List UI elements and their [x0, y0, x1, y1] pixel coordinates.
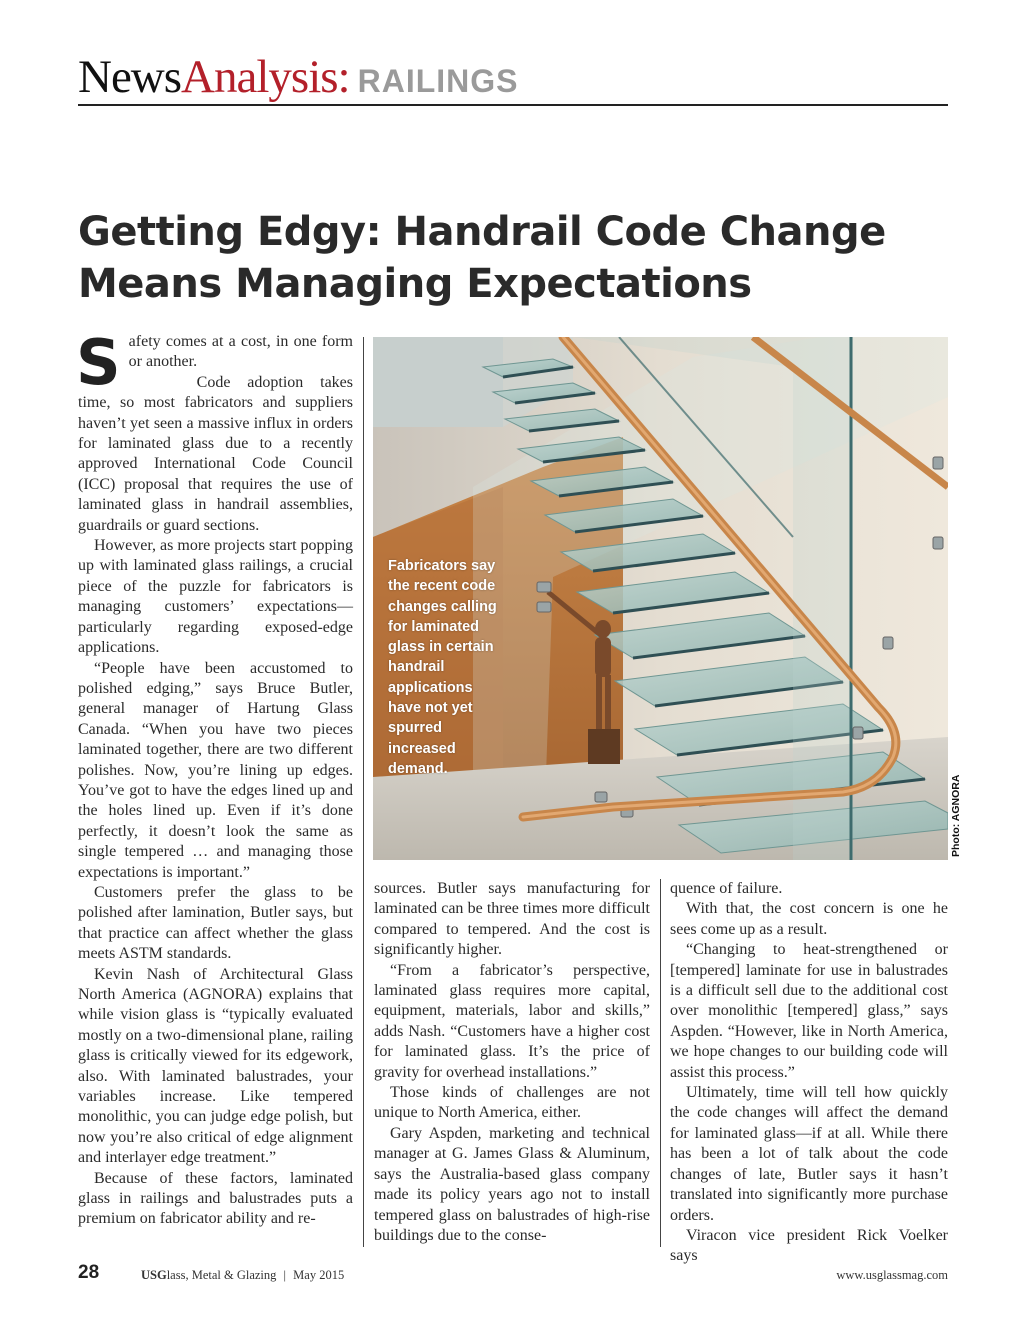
paragraph: Code adoption takes time, so most fabricators and suppliers haven’t yet seen a massive influx in orders for laminated glass due to a recently approved International Code Council (ICC) proposal that requires the use of laminated glass in handrail assemblies, guardrails or guard sections.: [78, 373, 353, 534]
paragraph: With that, the cost concern is one he sees come up as a result.: [670, 900, 948, 938]
article-column-3: [670, 879, 948, 1267]
paragraph: Gary Aspden, marketing and technical manager at G. James Glass & Aluminum, says the Australia-based glass company made its policy years ago not to install tempered glass on balustrades of high-rise buildings due to the conse-: [374, 1124, 650, 1244]
column-rule: [363, 337, 364, 1247]
website-link[interactable]: www.usglassmag.com: [836, 1268, 948, 1282]
article-column-1: [76, 326, 353, 1230]
paragraph: Viracon vice president Rick Voelker says: [670, 1226, 948, 1265]
section-header: [78, 50, 948, 106]
paragraph: Ultimately, time will tell how quickly the code changes will affect the demand for laminated glass—if at all. While there has been a lot of talk about the code changes of late, Butler says it hasn’t translated into significantly more purchase orders.: [670, 1084, 948, 1224]
paragraph: However, as more projects start popping up with laminated glass railings, a crucial piece of the puzzle for fabricators is managing customers’ expectations—particularly regarding exposed-edge applications.: [78, 537, 353, 657]
paragraph: sources. Butler says manufacturing for laminated can be three times more difficult compared to tempered. And the cost is significantly higher.: [374, 880, 650, 959]
publication-name-bold: USG: [141, 1268, 167, 1282]
paragraph: [76, 326, 353, 399]
paragraph-text: afety comes at a cost, in one form or another.: [128, 333, 353, 371]
paragraph: Kevin Nash of Architectural Glass North America (AGNORA) explains that while vision glass is “typically evaluated mostly on a two-dimensional plane, railing glass is critically viewed for its edgework, also. With laminated balustrades, your variables increase. Like tempered monolithic, you can judge edge polish, but now you’re also critical of edge alignment and interlayer edge treatment.”: [78, 965, 353, 1167]
header-rule: [78, 104, 948, 106]
photo-credit: Photo: AGNORA: [950, 774, 962, 857]
paragraph: Those kinds of challenges are not unique to North America, either.: [374, 1084, 650, 1122]
paragraph: “Changing to heat-strengthened or [tempered] laminate for use in balustrades is a difficult sell due to the additional cost over monolithic [tempered] glass,” says Aspden. “However, like in North America, we hope changes to our building code will assist this process.”: [670, 941, 948, 1081]
headline-line-1: Getting Edgy: Handrail Code Change: [78, 209, 886, 255]
headline-line-2: Means Managing Expectations: [78, 261, 752, 307]
page-number: 28: [78, 1262, 100, 1283]
photo-caption: Fabricators say the recent code changes calling for laminated glass in certain handrail applications have not yet spurred increased demand.: [388, 558, 497, 777]
header-news: News: [78, 51, 182, 103]
paragraph: “From a fabricator’s perspective, laminated glass requires more capital, equipment, materials, labor and skills,” adds Nash. “Customers have a higher cost for laminated glass. It’s the price of gravity for overhead installations.”: [374, 961, 650, 1081]
paragraph: quence of failure.: [670, 880, 783, 897]
publication-name: lass, Metal & Glazing: [166, 1268, 277, 1282]
column-rule: [660, 879, 661, 1247]
article-column-2: [374, 879, 650, 1246]
header-analysis: Analysis:: [181, 51, 350, 103]
headline: [78, 206, 958, 310]
publication-line: [141, 1268, 344, 1283]
drop-cap: S: [76, 326, 121, 399]
issue-date: May 2015: [293, 1268, 345, 1282]
paragraph: Because of these factors, laminated glass in railings and balustrades puts a premium on fabricator ability and re-: [78, 1169, 353, 1228]
paragraph: “People have been accustomed to polished edging,” says Bruce Butler, general manager of Hartung Glass Canada. “When you have two pieces laminated together, there are two different polishes. Now, you’re lining up edges. You’ve got to have the edges lined up and the holes lined up. Even if it’s done perfectly, it doesn’t look the same as single tempered … and managing those expectations is important.”: [78, 659, 353, 881]
paragraph: Customers prefer the glass to be polished after lamination, Butler says, but that practice can affect whether the glass meets ASTM standards.: [78, 883, 353, 963]
footer-separator: |: [283, 1268, 287, 1282]
header-section: RAILINGS: [357, 63, 519, 99]
